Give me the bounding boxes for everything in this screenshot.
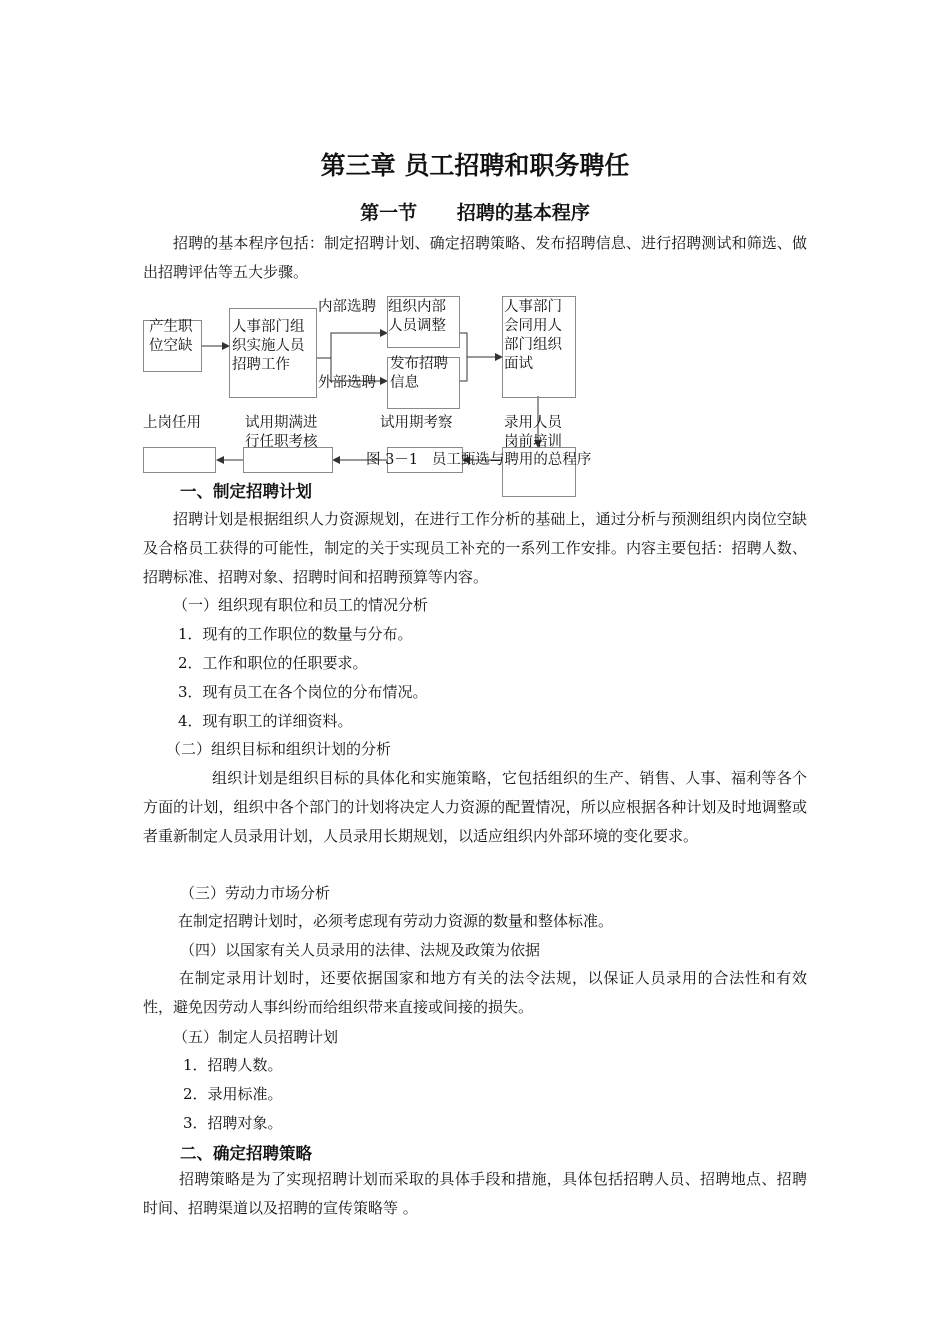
subheading-4: （四）以国家有关人员录用的法律、法规及政策为依据 bbox=[180, 941, 541, 959]
box-appointment bbox=[143, 447, 216, 473]
figure-caption: 图 3－1 员工甄选与聘用的总程序 bbox=[366, 452, 592, 468]
chapter-title: 第三章 员工招聘和职务聘任 bbox=[320, 151, 630, 180]
label-appointment: 上岗任用 bbox=[143, 415, 201, 431]
box-hr-recruitment-text: 人事部门组 织实施人员 招聘工作 bbox=[232, 319, 305, 373]
box-internal-adjustment-text: 组织内部 人员调整 bbox=[388, 299, 446, 334]
label-external-selection: 外部选聘 bbox=[318, 375, 376, 391]
box-publish-info-text: 发布招聘 信息 bbox=[390, 356, 448, 391]
subheading-3: （三）劳动力市场分析 bbox=[180, 884, 331, 902]
box-training-text: 录用人员 岗前培训 bbox=[504, 415, 562, 450]
list2-item-3: 3．招聘对象。 bbox=[183, 1114, 283, 1132]
arrow-external-merge bbox=[459, 357, 467, 381]
list1-item-2: 2．工作和职位的任职要求。 bbox=[178, 654, 368, 672]
box-probation-text: 试用期考察 bbox=[380, 415, 453, 431]
list1-item-3: 3．现有员工在各个岗位的分布情况。 bbox=[178, 683, 428, 701]
box-vacancy-text: 产生职 位空缺 bbox=[149, 319, 193, 354]
arrow-hr-to-internal bbox=[316, 333, 387, 358]
paragraph-plan: 招聘计划是根据组织人力资源规划，在进行工作分析的基础上，通过分析与预测组织内岗位空缺及合格员工获得的可能性，制定的关于实现员工补充的一系列工作安排。内容主要包括：招聘人数、招聘标准、招聘对象、招聘时间和招聘预算等内容。 bbox=[143, 510, 807, 586]
heading-strategy: 二、确定招聘策略 bbox=[180, 1144, 312, 1163]
list2-item-1: 1．招聘人数。 bbox=[183, 1056, 283, 1074]
subheading-5: （五）制定人员招聘计划 bbox=[173, 1028, 339, 1046]
subheading-2: （二）组织目标和组织计划的分析 bbox=[166, 740, 392, 758]
paragraph-strategy: 招聘策略是为了实现招聘计划而采取的具体手段和措施，具体包括招聘人员、招聘地点、招聘时间、招聘渠道以及招聘的宣传策略等 。 bbox=[143, 1170, 807, 1217]
box-assessment-text: 试用期满进 行任职考核 bbox=[245, 415, 318, 450]
paragraph-legal: 在制定录用计划时，还要依据国家和地方有关的法令法规，以保证人员录用的合法性和有效性，避免因劳动人事纠纷而给组织带来直接或间接的损失。 bbox=[143, 969, 807, 1016]
section-title: 第一节 招聘的基本程序 bbox=[360, 202, 590, 224]
paragraph-labor-market: 在制定招聘计划时，必须考虑现有劳动力资源的数量和整体标准。 bbox=[178, 912, 614, 930]
recruitment-flowchart bbox=[0, 0, 950, 520]
box-interview-text: 人事部门 会同用人 部门组织 面试 bbox=[504, 299, 562, 372]
paragraph-org-plan: 组织计划是组织目标的具体化和实施策略，它包括组织的生产、销售、人事、福利等各个方面的计划，组织中各个部门的计划将决定人力资源的配置情况，所以应根据各种计划及时地调整或者重新制定人员录用计划，人员录用长期规划，以适应组织内外部环境的变化要求。 bbox=[143, 769, 807, 845]
list1-item-4: 4．现有职工的详细资料。 bbox=[178, 712, 353, 730]
subheading-1: （一）组织现有职位和员工的情况分析 bbox=[173, 596, 429, 614]
label-internal-selection: 内部选聘 bbox=[318, 299, 376, 315]
flowchart-arrows bbox=[0, 0, 950, 520]
list2-item-2: 2．录用标准。 bbox=[183, 1085, 283, 1103]
arrow-internal-merge bbox=[459, 333, 467, 357]
heading-plan: 一、制定招聘计划 bbox=[180, 482, 312, 501]
list1-item-1: 1．现有的工作职位的数量与分布。 bbox=[178, 625, 413, 643]
intro-paragraph: 招聘的基本程序包括：制定招聘计划、确定招聘策略、发布招聘信息、进行招聘测试和筛选、做出招聘评估等五大步骤。 bbox=[143, 234, 807, 281]
